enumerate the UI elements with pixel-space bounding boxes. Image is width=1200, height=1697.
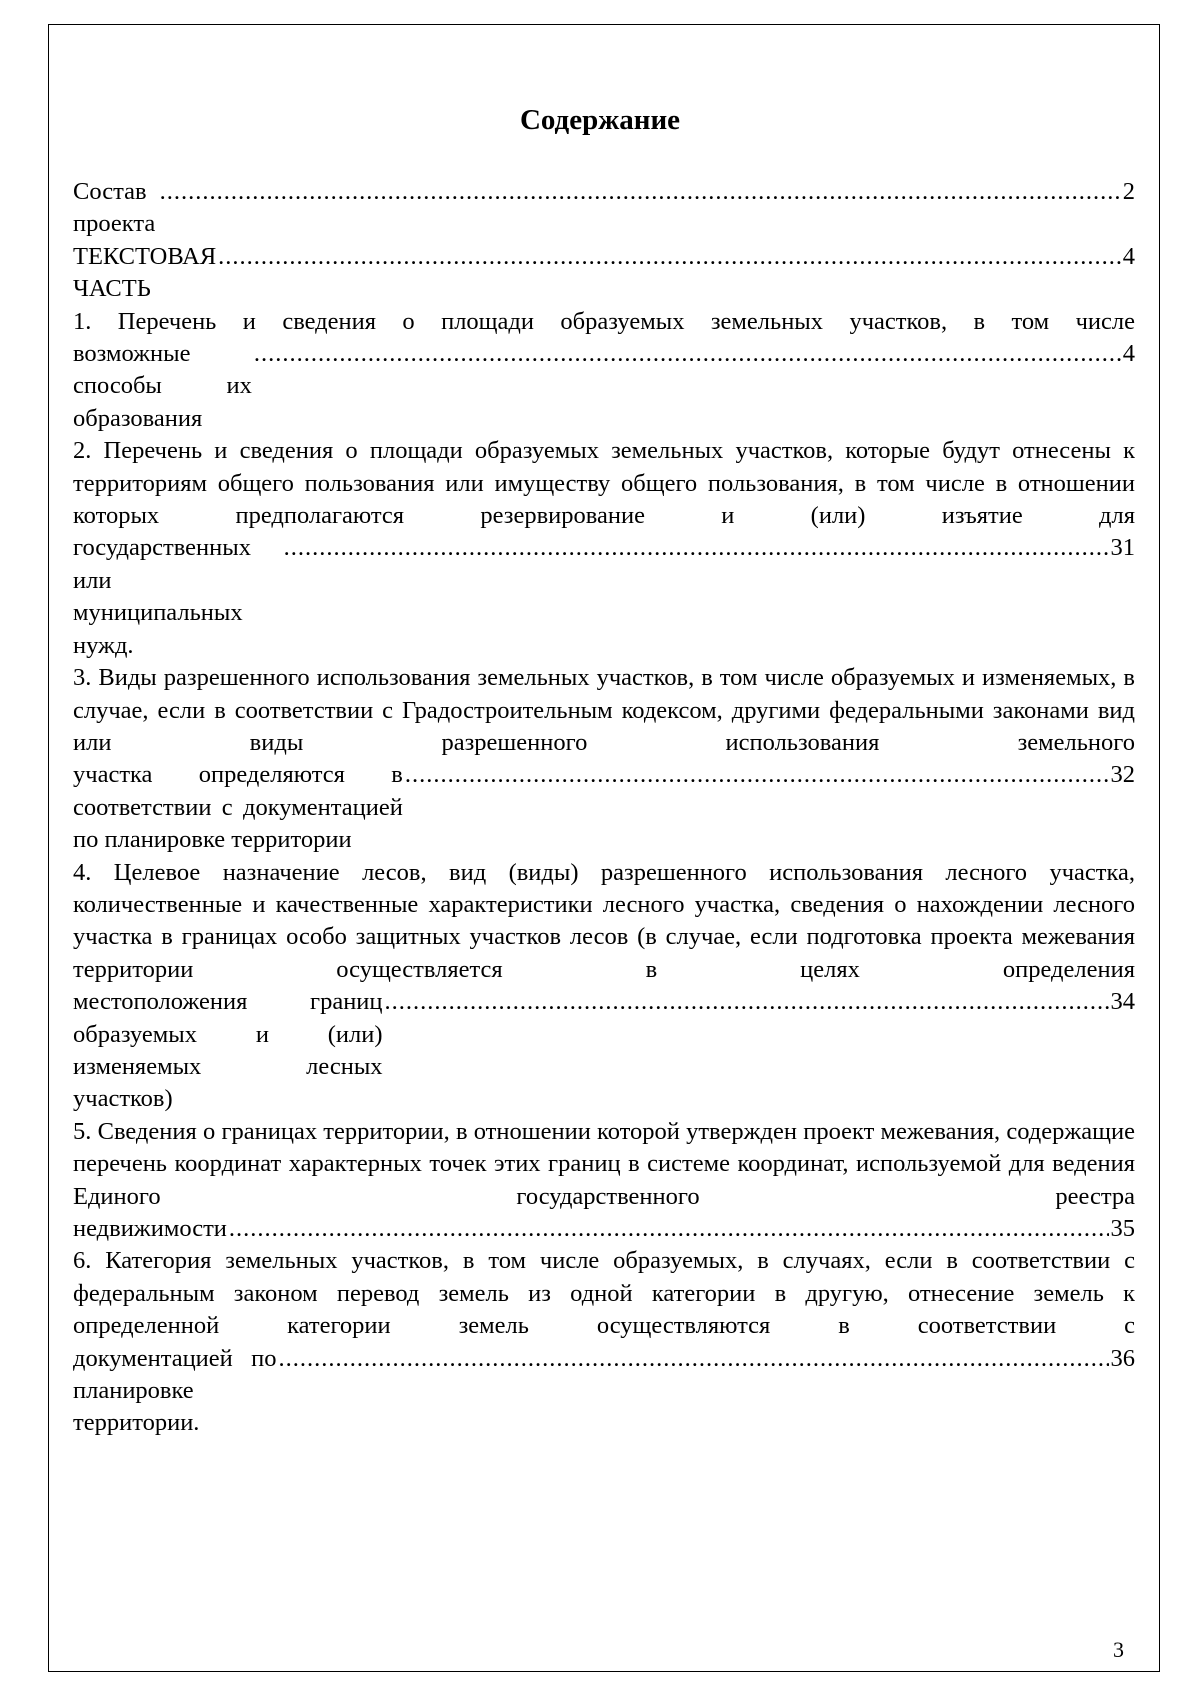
dot-leader xyxy=(218,241,1121,273)
dot-leader xyxy=(254,338,1121,370)
toc-entry-text-last-line: недвижимости xyxy=(73,1215,227,1242)
dot-leader xyxy=(284,532,1109,564)
toc-entry-text-part[interactable] xyxy=(73,241,1135,306)
toc-entry-text-last-line: участка определяются в соответствии с документацией по планировке территории xyxy=(73,761,403,854)
toc-entry-text-last-line: возможные способы их образования xyxy=(73,340,252,432)
toc-entry-text: 2. Перечень и сведения о площади образуемых земельных участков, которые будут отнесены к территориям общего пользования или имуществу общего пользования, в том числе в отношении которых предполагаются резервирование и (или) изъятие для xyxy=(73,437,1135,530)
page-number: 3 xyxy=(1113,1637,1124,1662)
toc-entry-section-6[interactable] xyxy=(73,1245,1135,1439)
toc-page-number: 32 xyxy=(1110,761,1135,789)
toc-page-number: 36 xyxy=(1110,1344,1135,1372)
toc-entry-text-last-line: местоположения границ образуемых и (или) изменяемых лесных участков) xyxy=(73,988,383,1113)
toc-entry-text: Состав проекта xyxy=(73,178,156,238)
dot-leader xyxy=(405,759,1109,791)
dot-leader xyxy=(385,986,1109,1018)
toc-entry-text: 1. Перечень и сведения о площади образуемых земельных участков, в том числе xyxy=(73,307,1135,335)
toc-page-number: 31 xyxy=(1110,534,1135,562)
page-title: Содержание xyxy=(519,104,681,136)
toc-entry-text-last-line: документацией по планировке территории. xyxy=(73,1344,277,1437)
dot-leader xyxy=(229,1213,1109,1245)
toc-entry-section-1[interactable] xyxy=(73,306,1135,436)
toc-entry-section-2[interactable] xyxy=(73,435,1135,662)
toc-entry-section-3[interactable] xyxy=(73,662,1135,856)
toc-entry-text: 4. Целевое назначение лесов, вид (виды) разрешенного использования лесного участка, количественные и качественные характеристики лесного участка, сведения о нахождении лесного участка в границах особо защитных участков лесов (в случае, если подготовка проекта межевания территории осуществляется в целях определения xyxy=(73,858,1135,983)
toc-page-number: 2 xyxy=(1122,178,1135,205)
toc-page-number: 4 xyxy=(1122,242,1135,270)
toc-entry-text: 5. Сведения о границах территории, в отношении которой утвержден проект межевания, содержащие перечень координат характерных точек этих границ в системе координат, используемой для ведения Единого государственного реестра xyxy=(73,1117,1135,1210)
toc-entry-section-5[interactable] xyxy=(73,1116,1135,1246)
toc-entry-text: 3. Виды разрешенного использования земельных участков, в том числе образуемых и изменяемых, в случае, если в соответствии с Градостроительным кодексом, другими федеральными законами вид или виды разрешенного использования земельного xyxy=(73,664,1135,756)
toc-entry-text: ТЕКСТОВАЯ ЧАСТЬ xyxy=(73,242,217,303)
dot-leader xyxy=(278,1343,1108,1375)
toc-page-number: 4 xyxy=(1122,340,1135,368)
toc-entry-project-composition[interactable] xyxy=(73,176,1135,241)
toc-entry-text: 6. Категория земельных участков, в том числе образуемых, в случаях, если в соответствии с федеральным законом перевод земель из одной категории в другую, отнесение земель к определенной категории земель осуществляются в соответствии с xyxy=(73,1247,1135,1340)
toc-page-number: 35 xyxy=(1110,1215,1135,1242)
table-of-contents xyxy=(73,176,1135,1440)
toc-entry-text-last-line: государственных или муниципальных нужд. xyxy=(73,534,251,659)
toc-page-number: 34 xyxy=(1110,988,1135,1016)
dot-leader xyxy=(160,176,1121,208)
toc-entry-section-4[interactable] xyxy=(73,857,1135,1116)
